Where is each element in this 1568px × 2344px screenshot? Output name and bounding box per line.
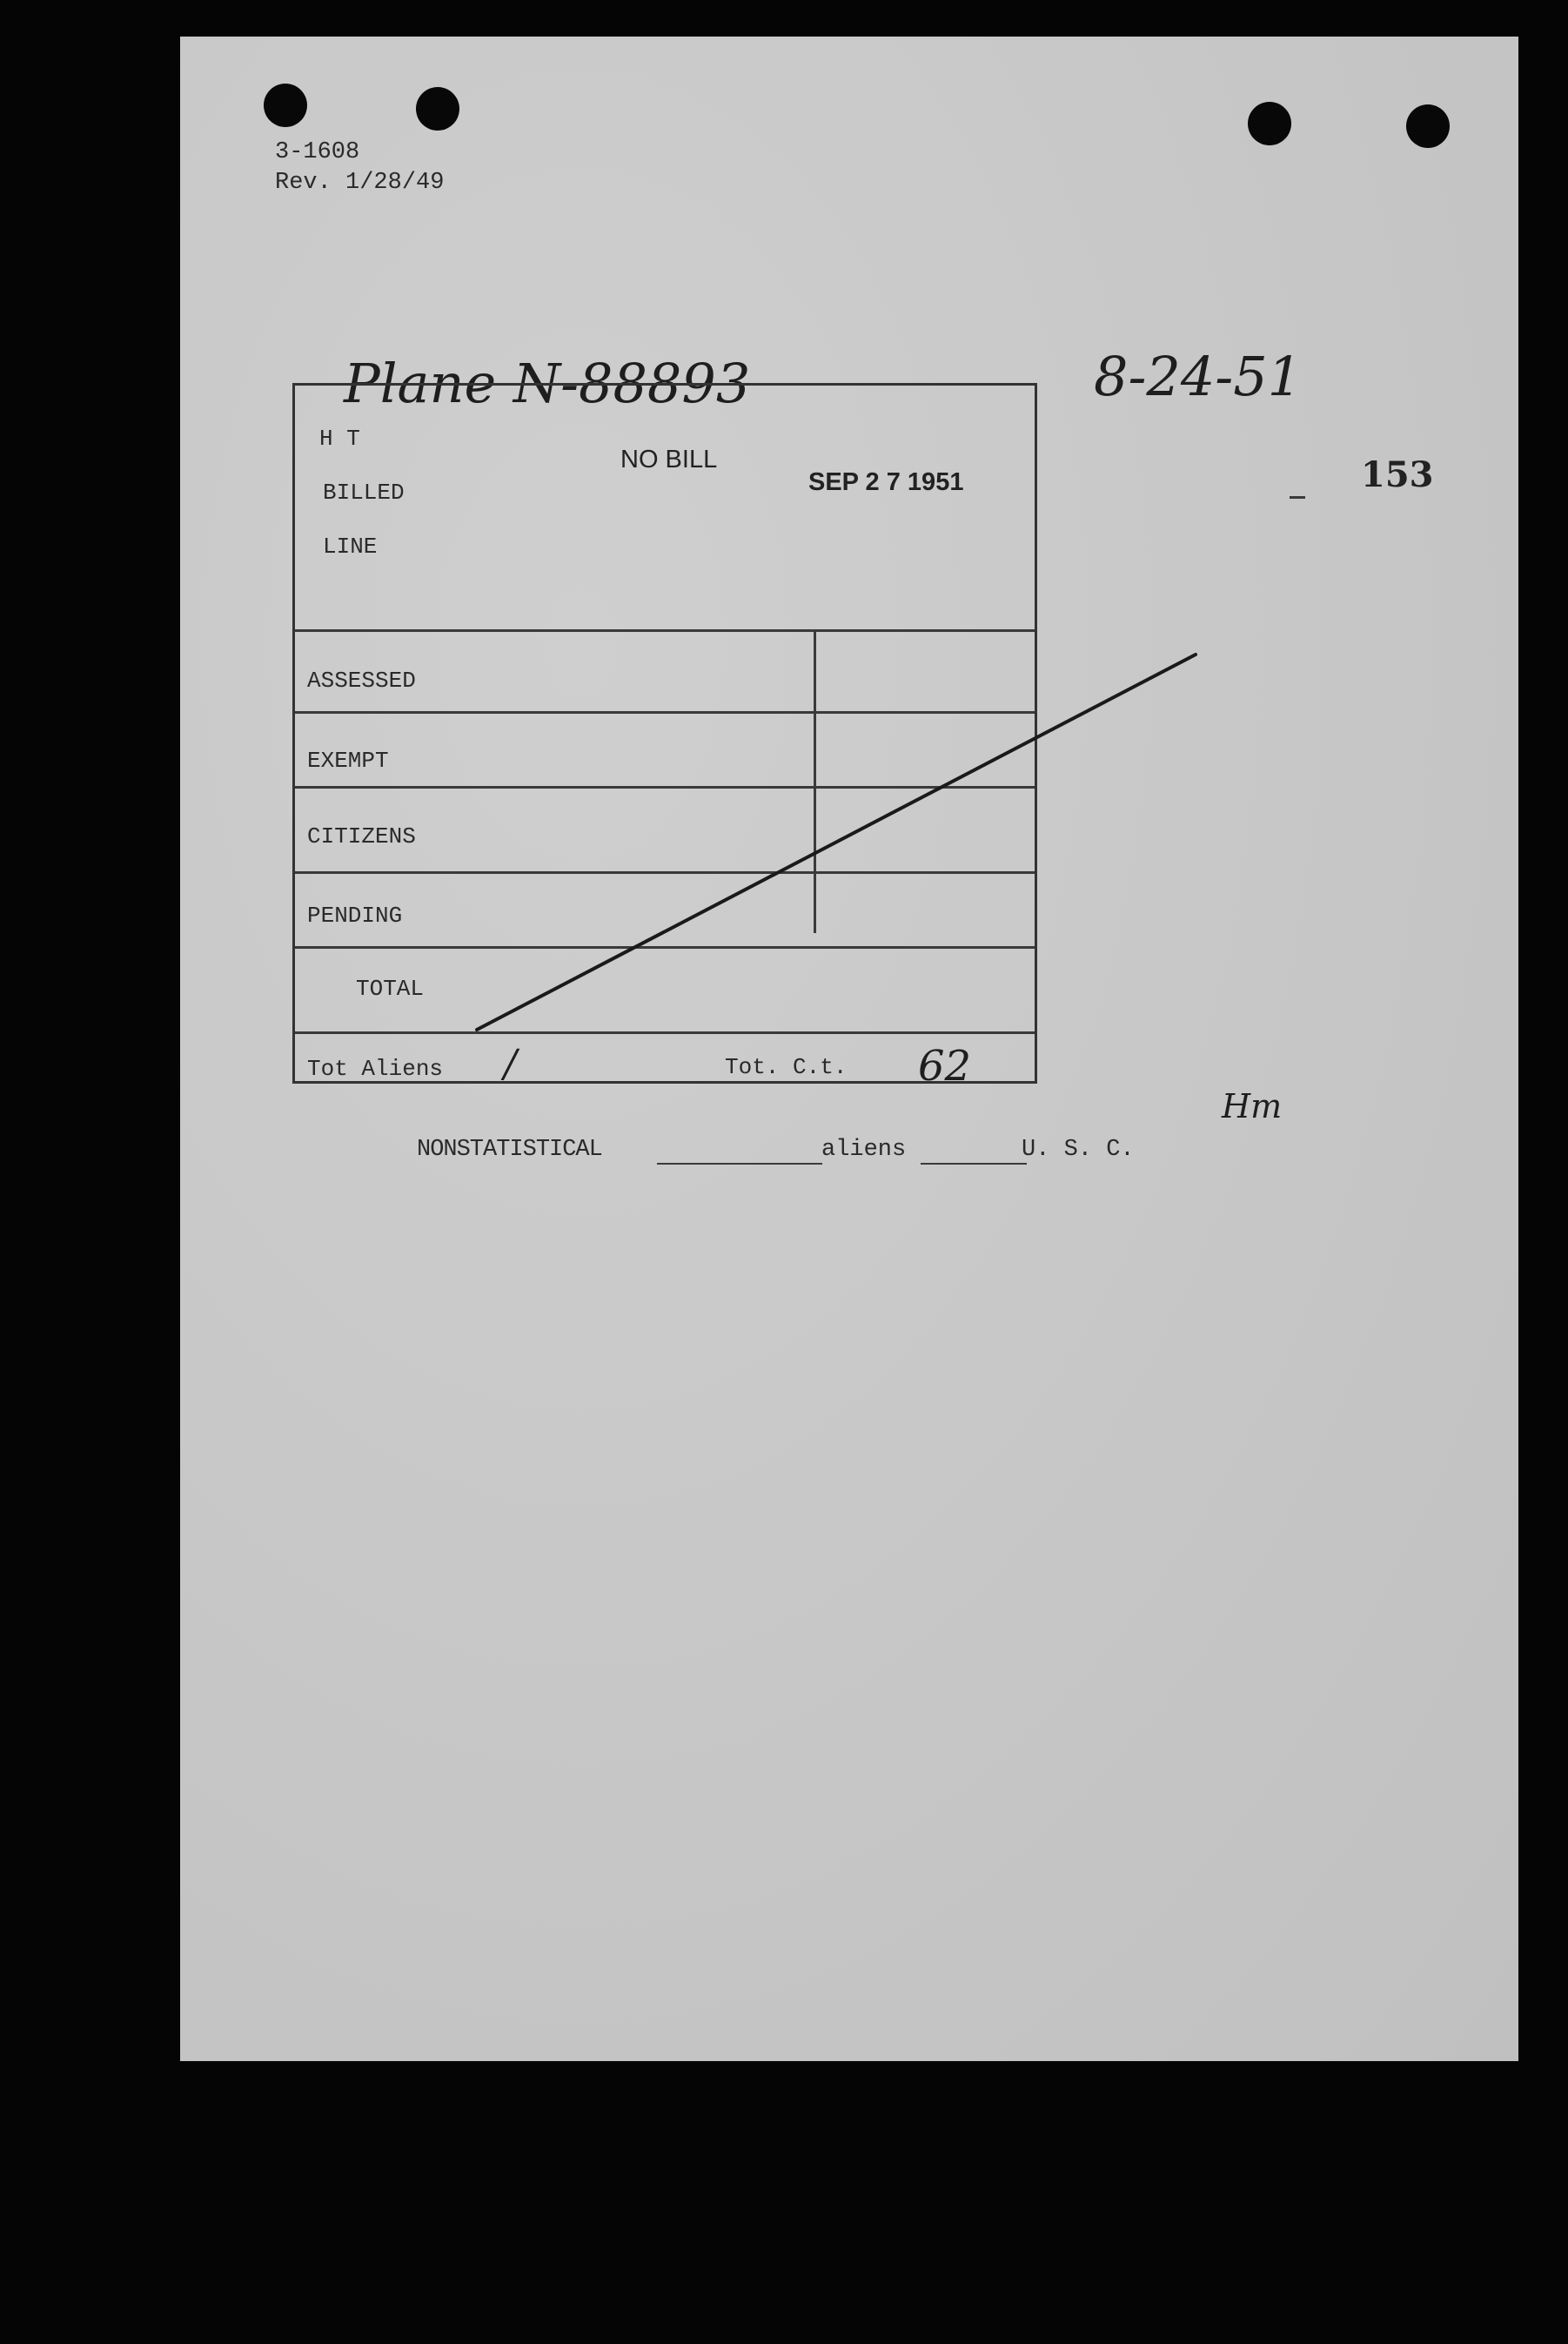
no-bill-stamp: NO BILL — [620, 446, 718, 474]
row-pending: PENDING — [307, 903, 403, 929]
label-aliens: aliens — [821, 1137, 907, 1163]
plane-number: Plane N-88893 — [344, 352, 751, 415]
row-total: TOTAL — [356, 976, 425, 1002]
label-tot-aliens: Tot Aliens — [307, 1056, 444, 1082]
tot-count: 62 — [918, 1042, 972, 1091]
row-citizens: CITIZENS — [307, 823, 416, 850]
nonstatistical-blank — [657, 1163, 822, 1165]
form-number: 3-1608 — [275, 139, 360, 165]
row-exempt: EXEMPT — [307, 748, 389, 774]
row-assessed: ASSESSED — [307, 668, 416, 694]
label-billed: BILLED — [323, 480, 405, 506]
label-usc: U. S. C. — [1022, 1137, 1135, 1163]
initials: Hm — [1222, 1087, 1283, 1125]
aliens-blank — [921, 1163, 1027, 1165]
form-revision: Rev. 1/28/49 — [275, 170, 445, 196]
label-line: LINE — [323, 534, 378, 560]
sequence-stamp: 153 — [1361, 454, 1434, 495]
label-tot-ct: Tot. C.t. — [725, 1054, 848, 1080]
label-ht: H T — [319, 426, 360, 452]
date-stamp: SEP 2 7 1951 — [808, 468, 964, 496]
tot-aliens-mark: / — [504, 1042, 517, 1086]
label-nonstatistical: NONSTATISTICAL — [417, 1137, 602, 1163]
handwritten-date: 8-24-51 — [1094, 345, 1303, 408]
